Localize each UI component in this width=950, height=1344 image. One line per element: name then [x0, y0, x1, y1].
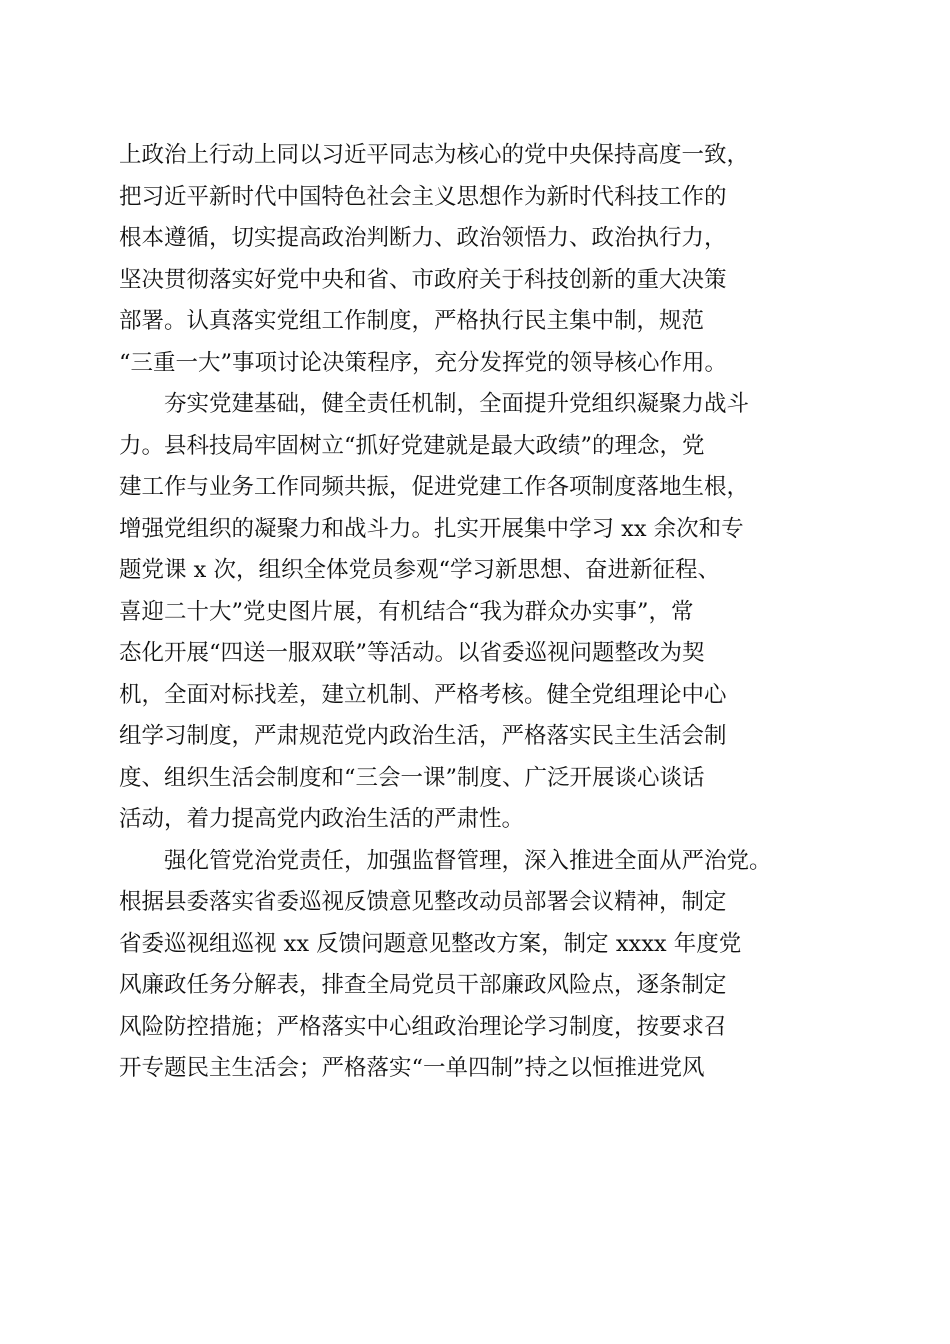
text-line: 喜迎二十大”党史图片展，有机结合“我为群众办实事”，常: [119, 598, 694, 625]
paragraph-party-political-alignment: [119, 135, 834, 384]
text-line: 根据县委落实省委巡视反馈意见整改动员部署会议精神，制定: [119, 889, 727, 915]
text-line: 根本遵循，切实提高政治判断力、政治领悟力、政治执行力，: [119, 225, 727, 251]
paragraph-strict-party-governance: [119, 841, 834, 1090]
text-line: 建工作与业务工作同频共振，促进党建工作各项制度落地生根，: [119, 474, 750, 500]
text-line: 强化管党治党责任，加强监督管理，深入推进全面从严治党。: [164, 847, 772, 874]
text-line: 题党课 x 次，组织全体党员参观“学习新思想、奋进新征程、: [119, 557, 720, 583]
text-line: 省委巡视组巡视 xx 反馈问题意见整改方案，制定 xxxx 年度党: [119, 930, 742, 957]
text-line: 增强党组织的凝聚力和战斗力。扎实开展集中学习 xx 余次和专: [119, 515, 744, 542]
text-line: 部署。认真落实党组工作制度，严格执行民主集中制，规范: [119, 308, 705, 334]
text-line: 力。县科技局牢固树立“抓好党建就是最大政绩”的理念，党: [119, 432, 705, 459]
text-line: 开专题民主生活会；严格落实“一单四制”持之以恒推进党风: [119, 1055, 705, 1081]
paragraph-party-building-foundation: [119, 384, 834, 841]
text-line: 风险防控措施；严格落实中心组政治理论学习制度，按要求召: [119, 1013, 727, 1040]
text-line: “三重一大”事项讨论决策程序，充分发挥党的领导核心作用。: [119, 349, 728, 376]
text-line: 夯实党建基础，健全责任机制，全面提升党组织凝聚力战斗: [164, 391, 750, 417]
text-line: 风廉政任务分解表，排查全局党员干部廉政风险点，逐条制定: [119, 972, 727, 998]
text-line: 上政治上行动上同以习近平同志为核心的党中央保持高度一致，: [119, 142, 750, 168]
text-line: 机，全面对标找差，建立机制、严格考核。健全党组理论中心: [119, 681, 727, 708]
document-body: [119, 135, 834, 1090]
text-line: 组学习制度，严肃规范党内政治生活，严格落实民主生活会制: [119, 723, 727, 749]
text-line: 坚决贯彻落实好党中央和省、市政府关于科技创新的重大决策: [119, 266, 727, 293]
text-line: 活动，着力提高党内政治生活的严肃性。: [119, 806, 525, 832]
text-line: 把习近平新时代中国特色社会主义思想作为新时代科技工作的: [119, 183, 727, 210]
text-line: 态化开展“四送一服双联”等活动。以省委巡视问题整改为契: [119, 640, 705, 666]
text-line: 度、组织生活会制度和“三会一课”制度、广泛开展谈心谈话: [119, 764, 705, 791]
